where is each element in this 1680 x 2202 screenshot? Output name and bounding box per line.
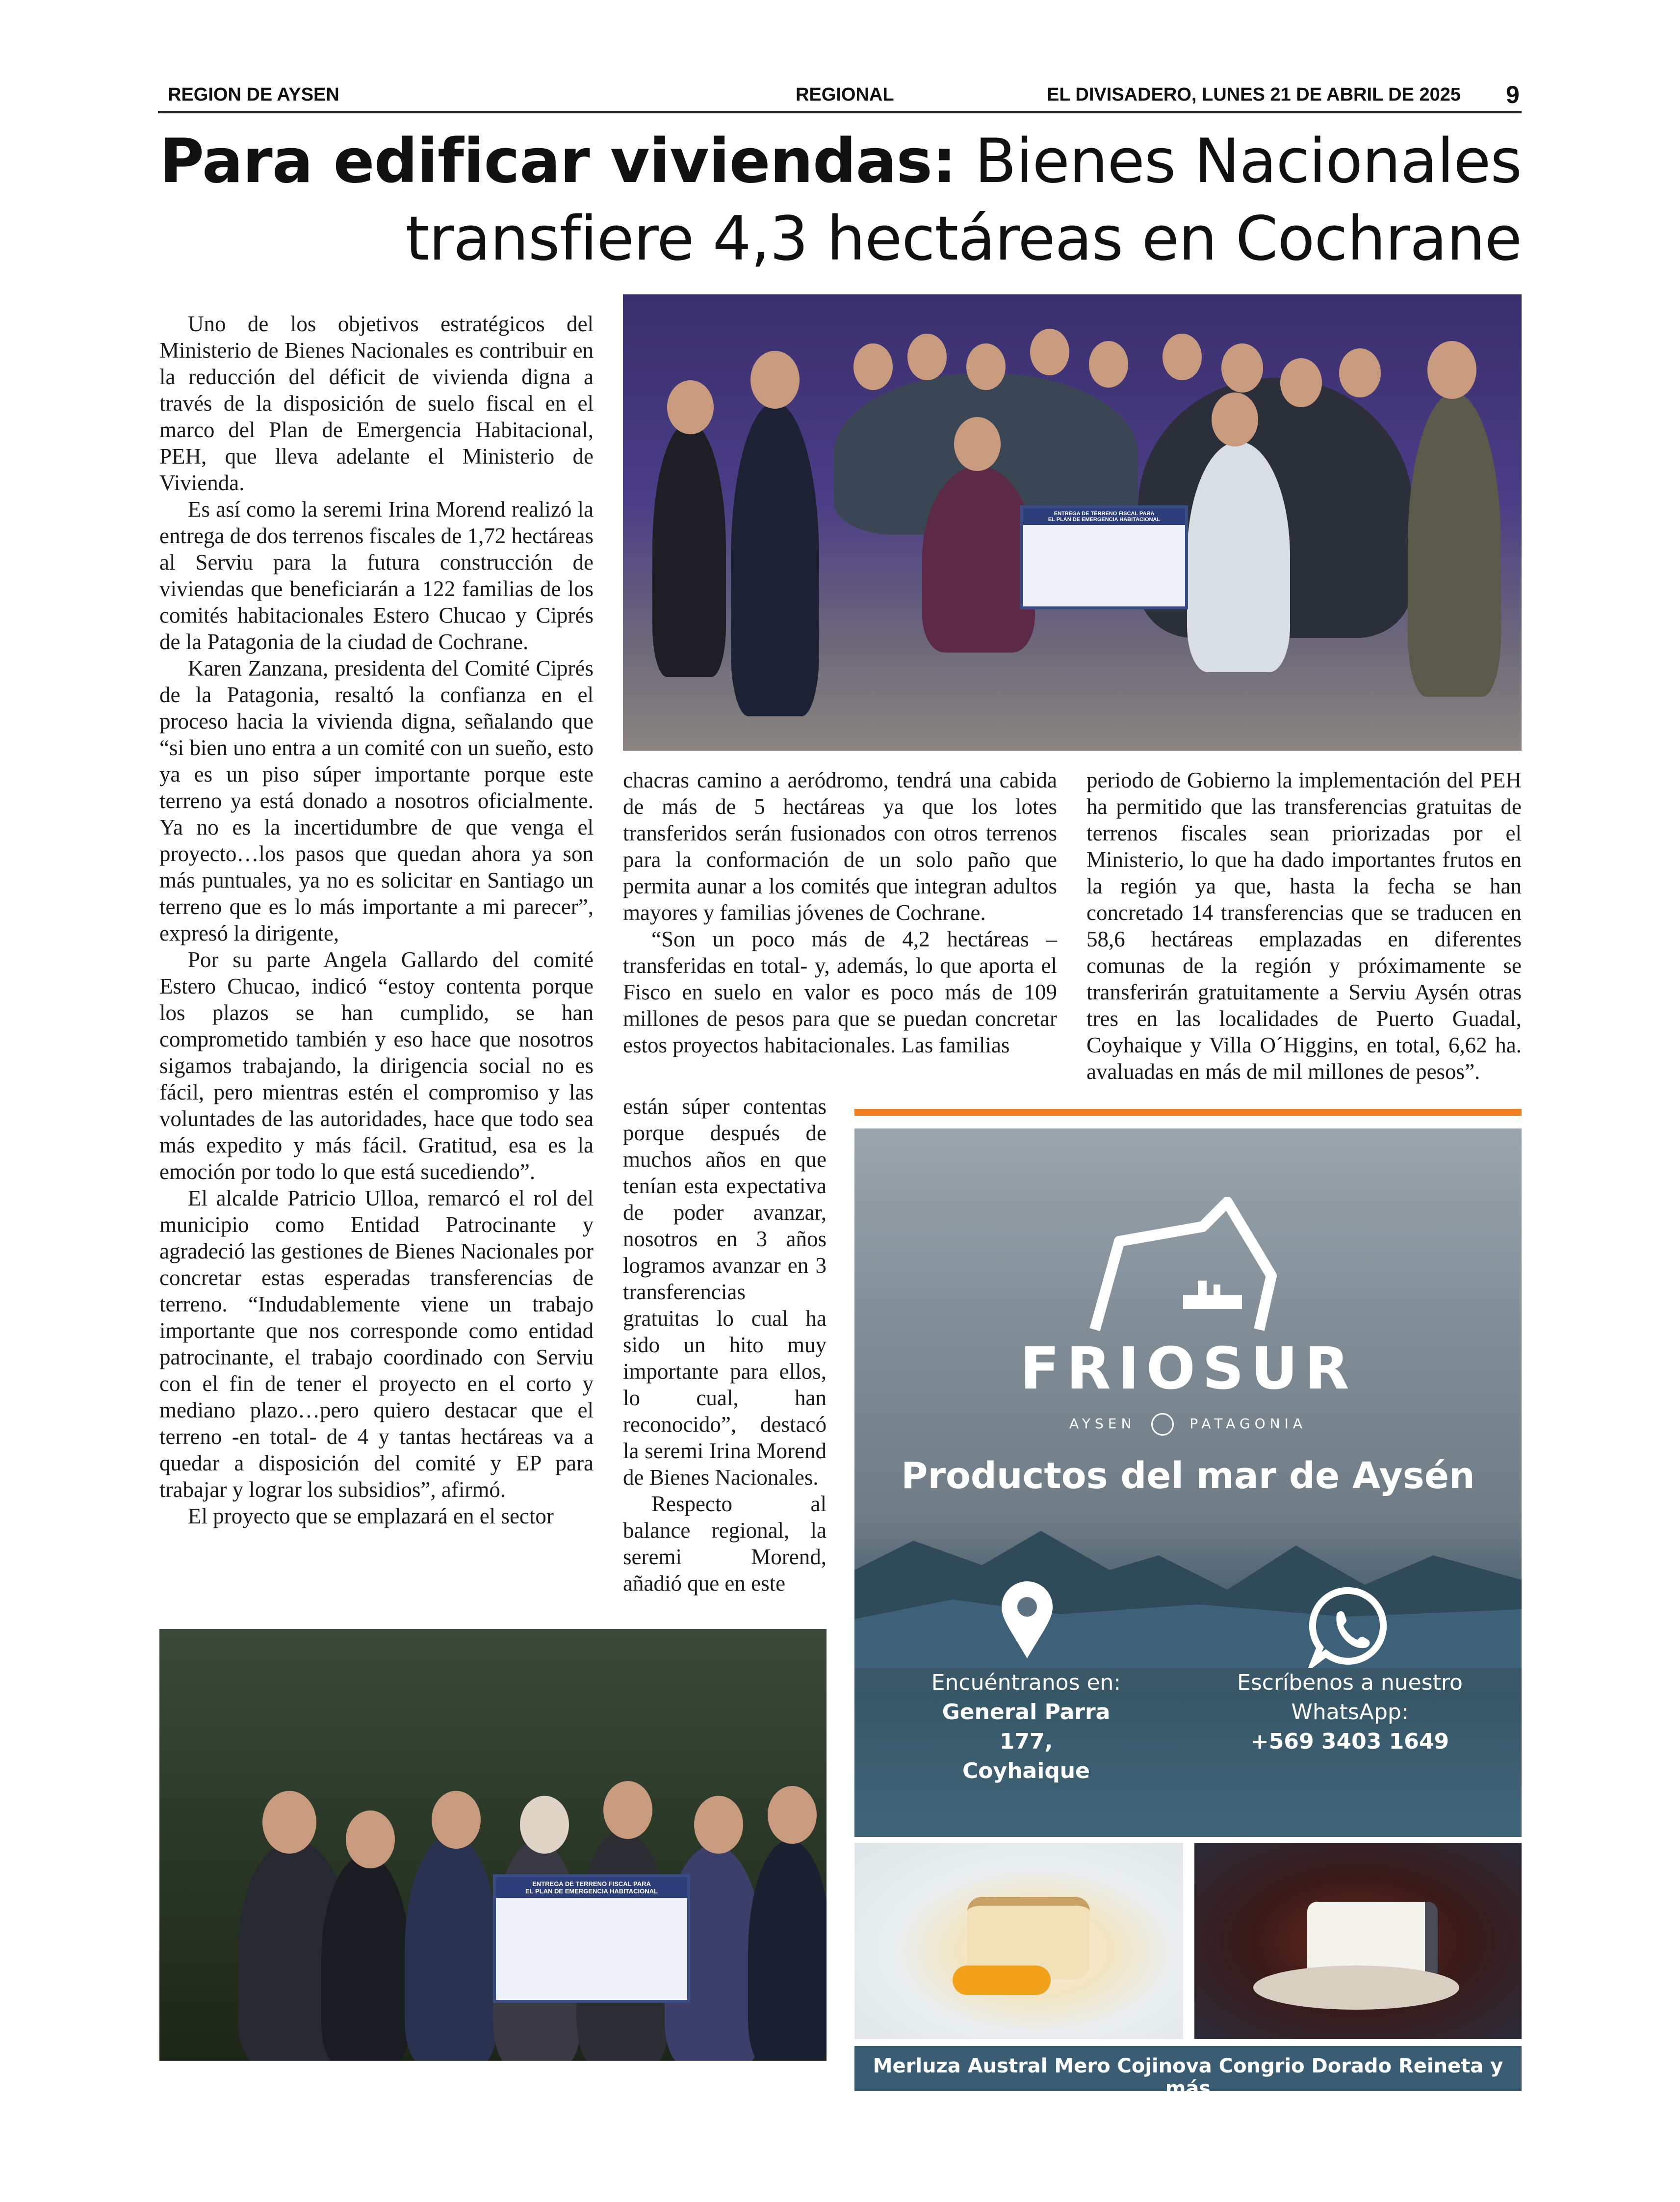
person [321,1855,410,2061]
person-head [262,1791,316,1854]
headline-regular: Bienes Nacionales transfiere 4,3 hectáreas en Cochrane [405,126,1522,274]
region-left: AYSEN [1069,1416,1136,1432]
ad-tagline: Productos del mar de Aysén [901,1455,1475,1497]
paragraph: Uno de los objetivos estratégicos del Ministerio de Bienes Nacionales es contribuir en la reducción del déficit de vivienda digna a través de la disposición de suelo fiscal en el marco del Plan de Emergencia Habitacional, PEH, que lleva adelante el Ministerio de Vivienda. [159,312,594,495]
headline-bold: Para edificar viviendas: [159,126,956,197]
person-head [432,1791,481,1849]
person-head [1339,348,1381,397]
group-photo-outdoor [159,1629,827,2061]
article-column-left [159,311,594,1529]
products-list: Merluza Austral Mero Cojinova Congrio Dorado Reineta y más [873,2055,1503,2100]
paragraph: Es así como la seremi Irina Morend realizó la entrega de dos terrenos fiscales de 1,72 hectáreas al Serviu para la futura construcción de viviendas que beneficiarán a 122 familias de los comités habitacionales Estero Chucao y Ciprés de la Patagonia de la ciudad de Cochrane. [159,497,594,654]
article-column-right [1086,767,1522,1085]
person-front [922,466,1035,653]
person [731,402,819,716]
paragraph: están súper contentas porque después de muchos años en que tenían esta expectativa de poder avanzar, nosotros en 3 años logramos avanzar en 3 transferencias gratuitas lo cual ha sido un hito muy importante para ellos, lo cual, han reconocido”, destacó la seremi Irina Morend de Bienes Nacionales. [623,1094,827,1490]
whatsapp-label-line2: WhatsApp: [1291,1700,1409,1725]
certificate-line-2: EL PLAN DE EMERGENCIA HABITACIONAL [525,1887,658,1895]
person-head [1030,329,1069,375]
group-photo-ceremony [623,294,1522,751]
region-right: PATAGONIA [1189,1416,1307,1432]
paragraph: Karen Zanzana, presidenta del Comité Ciprés de la Patagonia, resaltó la confianza en el proceso hacia la vivienda digna, señalando que “si bien uno entra a un comité con un sueño, esto ya es un piso súper importante porque este terreno ya está donado a nosotros oficialmente. Ya no es la incertidumbre de que venga el proyecto…los pasos que quedan ahora ya son más puntuales, ya no es solicitar en Santiago un terreno que es lo más importante a mi parecer”, expresó la dirigente, [159,656,594,945]
person-head [603,1781,652,1839]
products-strip [854,2046,1522,2100]
person-head [966,343,1006,390]
brand-region [854,1413,1522,1436]
friosur-logo-icon [1085,1197,1281,1335]
person [748,1840,827,2061]
person [405,1835,498,2061]
section-category: REGIONAL [796,84,894,105]
person-head [1212,393,1258,446]
header-rule [158,111,1522,113]
person-head [520,1796,569,1854]
article-column-narrow [623,1093,827,1597]
headline [158,123,1522,278]
whatsapp-label-line1: Escríbenos a nuestro [1237,1670,1463,1695]
person-head [853,343,893,390]
whatsapp-number: +569 3403 1649 [1250,1729,1449,1754]
mountains-illustration [854,1511,1522,1668]
article-column-middle [623,767,1057,1058]
person-head [1221,343,1263,393]
paragraph: Por su parte Angela Gallardo del comité Estero Chucao, indicó “estoy contenta porque los plazos se han cumplido, se han comprometido también y eso hace que nosotros sigamos trabajando, la dirigencia social no es fácil, pero mientras estén el compromiso y las voluntades de las autoridades, hace que todo sea más expedito y más fácil. Gratitud, esa es la emoción por todo lo que está sucediendo”. [159,947,594,1184]
dish-photo-fish-left [854,1843,1183,2039]
location-address-line1: General Parra 177, [942,1700,1111,1754]
section-name: REGION DE AYSEN [168,84,339,105]
ad-accent-bar [854,1109,1522,1116]
whatsapp-icon [1308,1585,1392,1668]
person-head [667,380,714,434]
person-front [1187,442,1290,672]
person-head [1163,334,1202,380]
person-head [954,417,1001,471]
location-block [913,1668,1139,1786]
person-head [750,351,800,409]
paragraph: chacras camino a aeródromo, tendrá una cabida de más de 5 hectáreas ya que los lotes transferidos serán fusionados con otros terrenos para la conformación de un solo paño que permita aunar a los comités que integran adultos mayores y familias jóvenes de Cochrane. [623,768,1057,925]
rice-base [1253,1966,1459,2010]
person-head [1280,358,1322,407]
paragraph: “Son un poco más de 4,2 hectáreas –transferidas en total- y, además, lo que aporta el Fisco en suelo en valor es poco más de 109 millones de pesos para que se puedan concretar estos proyectos habitacionales. Las familias [623,927,1057,1057]
location-address-line2: Coyhaique [962,1758,1090,1783]
location-label: Encuéntranos en: [931,1670,1121,1695]
person-head [768,1786,817,1844]
certificate-line-2: EL PLAN DE EMERGENCIA HABITACIONAL [1048,517,1161,523]
person-head [907,334,947,380]
paragraph: Respecto al balance regional, la seremi Morend, añadió que en este [623,1492,827,1596]
location-pin-icon [998,1580,1057,1663]
friosur-advertisement [854,1128,1522,1837]
certificate-sign [1020,505,1188,609]
certificate-sign [493,1874,690,2003]
page-number: 9 [1506,81,1520,108]
certificate-line-1: ENTREGA DE TERRENO FISCAL PARA [1054,511,1155,517]
dish-photo-fish-right [1194,1843,1522,2039]
paragraph: El proyecto que se emplazará en el sector [188,1504,554,1528]
person-head [694,1796,743,1854]
compass-icon [1151,1413,1174,1436]
person [652,422,726,677]
brand-name: FRIOSUR [1020,1335,1356,1402]
person-head [1089,341,1128,388]
paragraph: El alcalde Patricio Ulloa, remarcó el rol del municipio como Entidad Patrocinante y agradeció las gestiones de Bienes Nacionales por concretar estas esperadas transferencias de terreno. “Indudablemente viene un trabajo importante que nos corresponde como entidad patrocinante, el trabajo coordinado con Serviu con el fin de tener el proyecto en el corto y mediano plazo…pero quiero destacar que el terreno -en total- de 4 y tantas hectáreas va a quedar a disposición del comité y EP para trabajar y lograr los subsidios”, afirmó. [159,1186,594,1502]
person-head [1427,341,1476,399]
garnish-carrots [953,1966,1051,1995]
whatsapp-block [1217,1668,1482,1756]
dateline: EL DIVISADERO, LUNES 21 DE ABRIL DE 2025 [1047,84,1461,105]
person-head [346,1810,395,1868]
paragraph: periodo de Gobierno la implementación del PEH ha permitido que las transferencias gratuitas de terrenos fiscales sean priorizadas por el Ministerio, lo que ha dado importantes frutos en la región ya que, hasta la fecha se han concretado 14 transferencias que se traducen en 58,6 hectáreas emplazadas en diferentes comunas de la región y próximamente se transferirán gratuitamente a Serviu Aysén otras tres en las localidades de Puerto Guadal, Coyhaique y Villa O´Higgins, en total, 6,62 ha. avaluadas en más de mil millones de pesos”. [1086,768,1522,1084]
person [1408,393,1501,697]
certificate-line-1: ENTREGA DE TERRENO FISCAL PARA [532,1880,651,1887]
